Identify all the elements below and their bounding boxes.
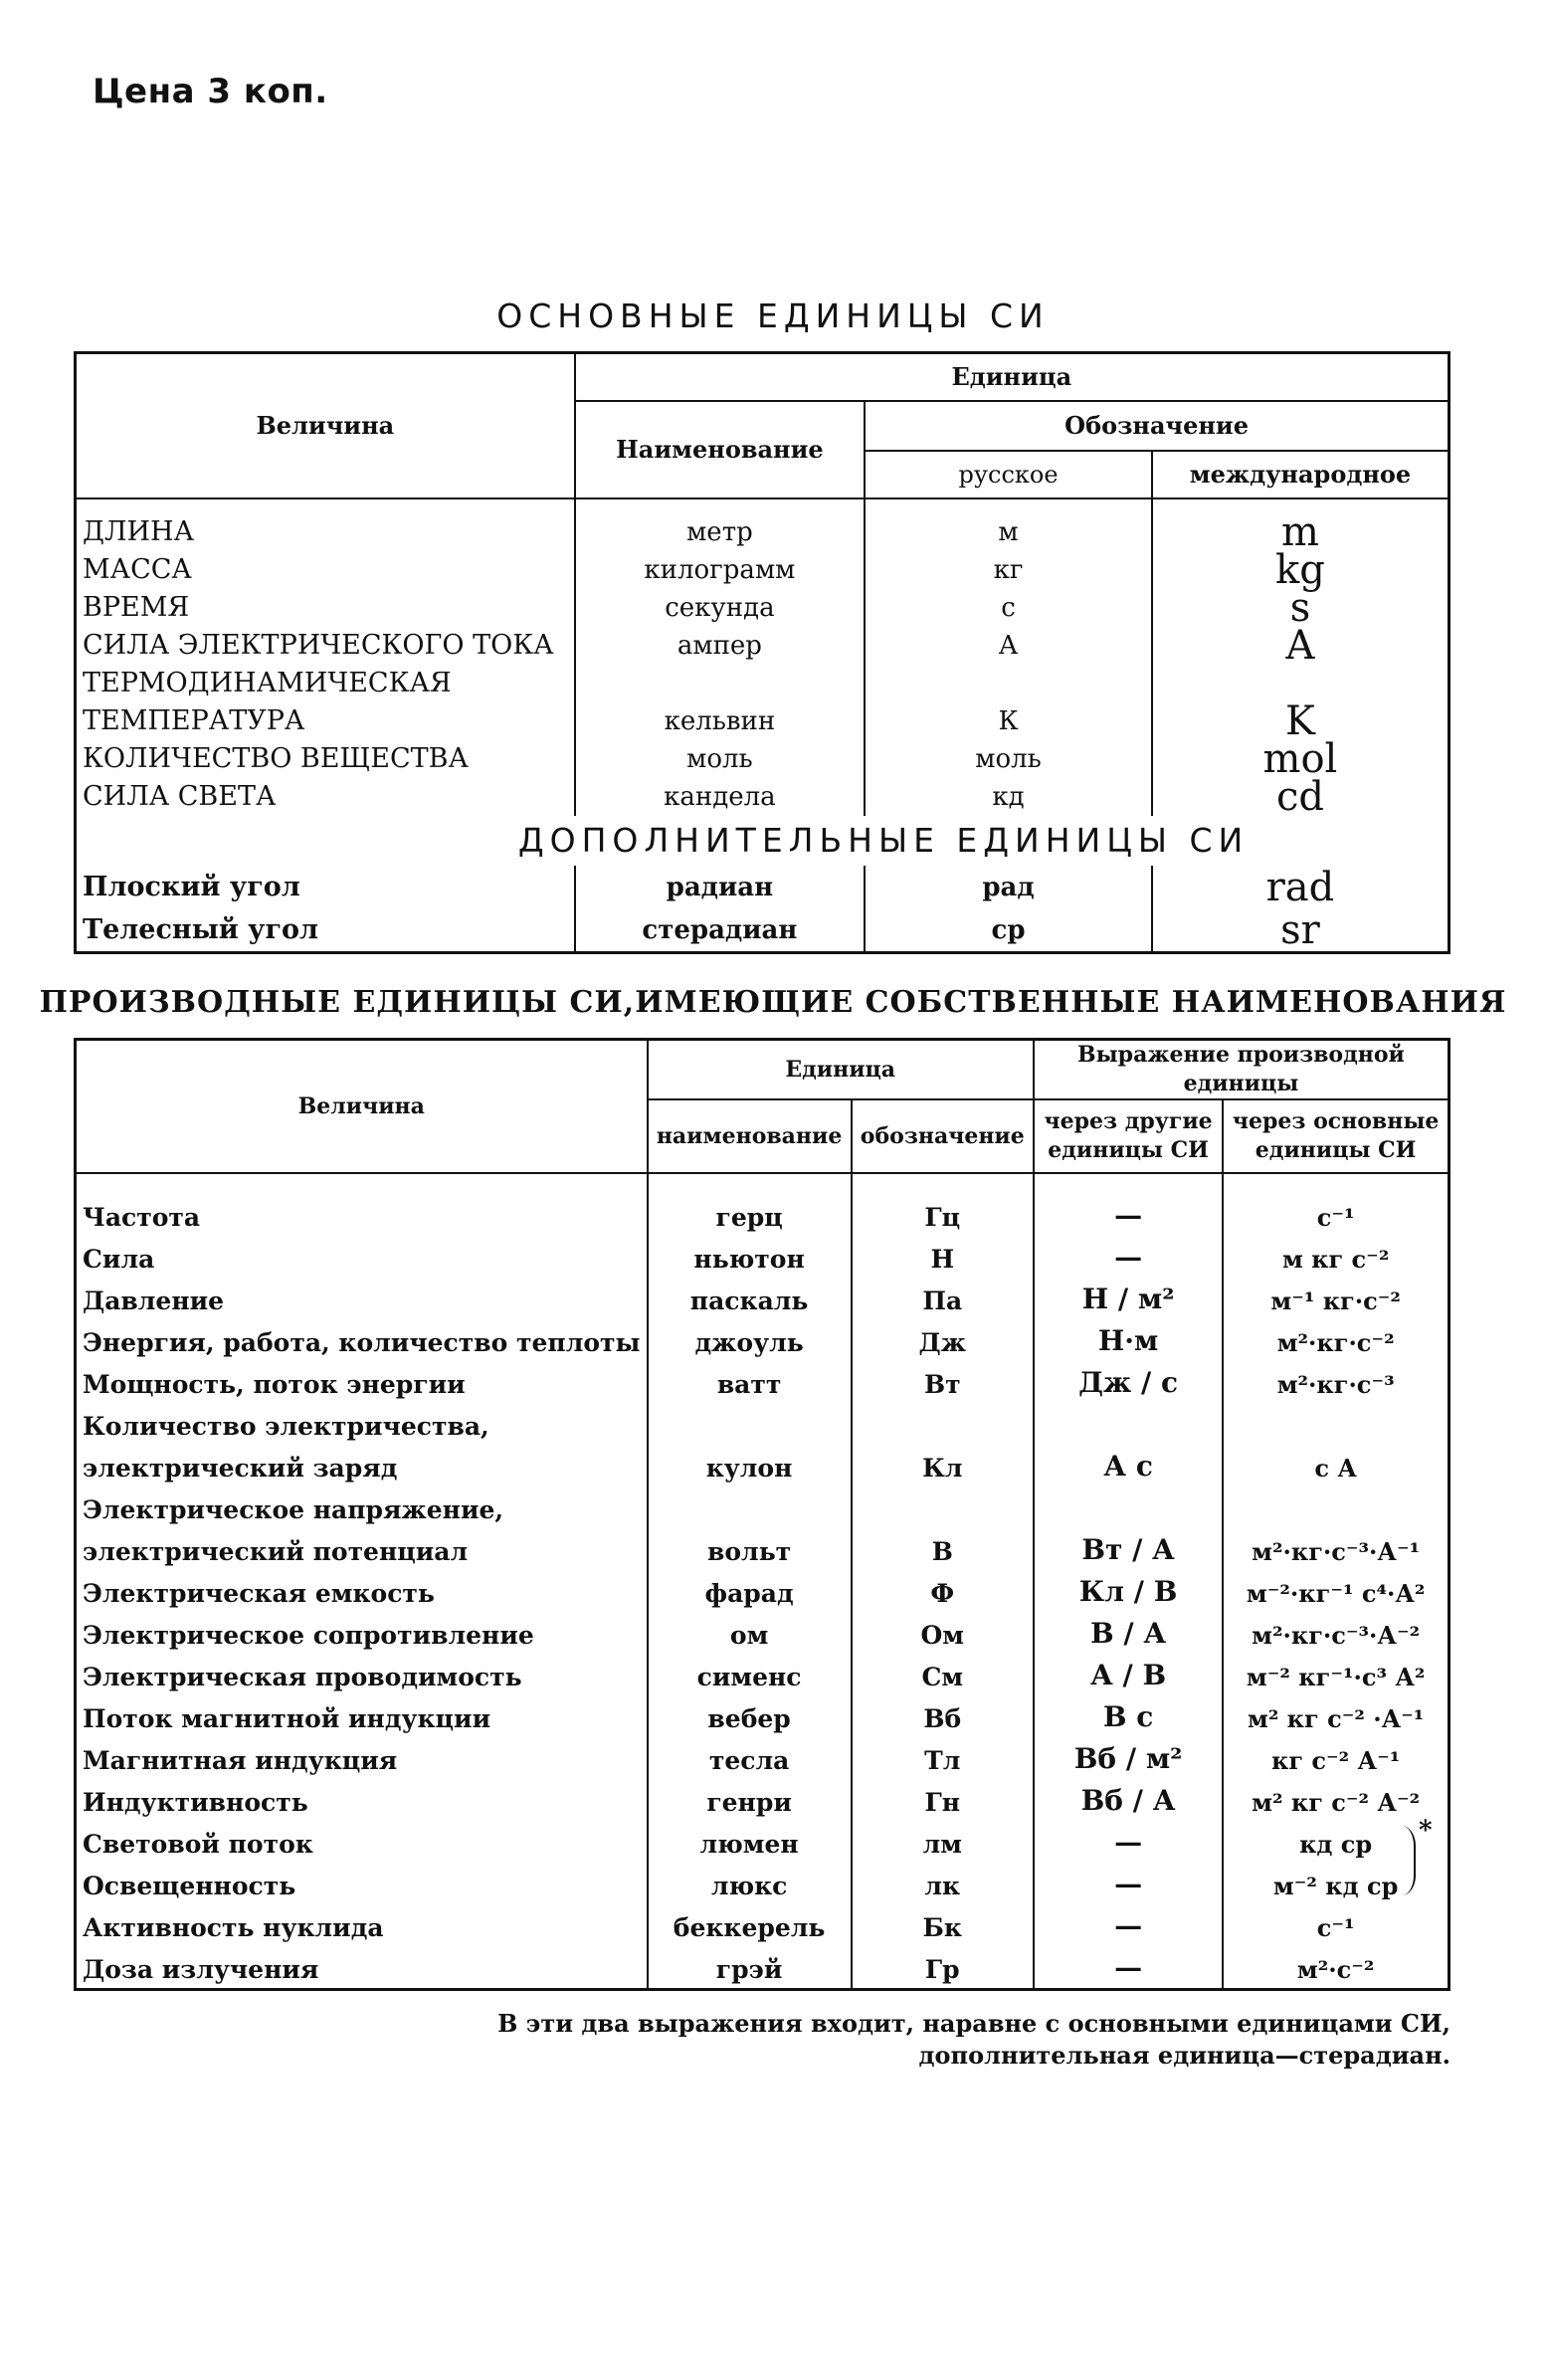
intl-symbol-cell: A: [1152, 627, 1449, 665]
table-row: [76, 1691, 1449, 1733]
table-row: [76, 1733, 1449, 1775]
intl-symbol-cell: rad: [1152, 866, 1449, 909]
via-base-cell: м²·кг·с⁻³·А⁻¹: [1223, 1524, 1449, 1566]
unit-name-cell: герц: [648, 1173, 852, 1232]
header-expression: Выражение производной единицы: [1034, 1040, 1449, 1100]
via-other-cell: Вт / А: [1034, 1524, 1223, 1566]
unit-name-cell: генри: [648, 1775, 852, 1817]
via-base-cell: кг с⁻² А⁻¹: [1223, 1733, 1449, 1775]
via-other-cell: Н·м: [1034, 1315, 1223, 1357]
quantity-cell: ТЕМПЕРАТУРА: [76, 702, 575, 740]
header-quantity: Величина: [76, 1040, 648, 1174]
via-other-cell: В с: [1034, 1691, 1223, 1733]
quantity-cell: Освещенность: [76, 1859, 648, 1900]
supplementary-heading-row: [76, 816, 1449, 866]
symbol-cell: Тл: [852, 1733, 1034, 1775]
unit-name-cell: [575, 665, 866, 702]
via-other-cell: —: [1034, 1900, 1223, 1942]
quantity-cell: Электрическое напряжение,: [76, 1483, 648, 1524]
ru-symbol-cell: моль: [865, 740, 1152, 778]
intl-symbol-cell: K: [1152, 702, 1449, 740]
symbol-cell: Дж: [852, 1315, 1034, 1357]
unit-name-cell: килограмм: [575, 551, 866, 589]
via-other-cell: —: [1034, 1173, 1223, 1232]
table-row: [76, 1775, 1449, 1817]
quantity-cell: Энергия, работа, количество теплоты: [76, 1315, 648, 1357]
table-row: [76, 866, 1449, 909]
ru-symbol-cell: с: [865, 589, 1152, 627]
unit-name-cell: ватт: [648, 1357, 852, 1399]
via-other-cell: Кл / В: [1034, 1566, 1223, 1608]
table-row: [76, 1441, 1449, 1483]
quantity-cell: Активность нуклида: [76, 1900, 648, 1942]
quantity-cell: Поток магнитной индукции: [76, 1691, 648, 1733]
ru-symbol-cell: ср: [865, 909, 1152, 953]
unit-name-cell: кулон: [648, 1441, 852, 1483]
quantity-cell: КОЛИЧЕСТВО ВЕЩЕСТВА: [76, 740, 575, 778]
symbol-cell: См: [852, 1650, 1034, 1691]
table-row: [76, 909, 1449, 953]
quantity-cell: Сила: [76, 1232, 648, 1274]
table1-title: ОСНОВНЫЕ ЕДИНИЦЫ СИ: [496, 297, 1050, 335]
brace-mark: [1400, 1826, 1416, 1895]
si-base-units-table: [74, 351, 1450, 954]
table-row: [76, 665, 1449, 702]
symbol-cell: лм: [852, 1817, 1034, 1859]
unit-name-cell: вольт: [648, 1524, 852, 1566]
intl-symbol-cell: sr: [1152, 909, 1449, 953]
table-row: [76, 1315, 1449, 1357]
header-via-base: через основные единицы СИ: [1223, 1099, 1449, 1173]
quantity-cell: Индуктивность: [76, 1775, 648, 1817]
quantity-cell: Световой поток: [76, 1817, 648, 1859]
via-other-cell: Дж / с: [1034, 1357, 1223, 1399]
symbol-cell: Н: [852, 1232, 1034, 1274]
via-base-cell: м²·кг·с⁻³: [1223, 1357, 1449, 1399]
via-other-cell: В / А: [1034, 1608, 1223, 1650]
header-designation: Обозначение: [865, 401, 1449, 451]
via-other-cell: [1034, 1483, 1223, 1524]
table-row: [76, 627, 1449, 665]
table-row: [76, 589, 1449, 627]
quantity-cell: Телесный угол: [76, 909, 575, 953]
unit-name-cell: тесла: [648, 1733, 852, 1775]
via-base-cell: м² кг с⁻² А⁻²: [1223, 1775, 1449, 1817]
unit-name-cell: радиан: [575, 866, 866, 909]
via-other-cell: Н / м²: [1034, 1274, 1223, 1315]
table-row: [76, 1483, 1449, 1524]
via-other-cell: А с: [1034, 1441, 1223, 1483]
via-base-cell: кд ср: [1223, 1817, 1449, 1859]
ru-symbol-cell: А: [865, 627, 1152, 665]
table-row: [76, 1232, 1449, 1274]
table-row: [76, 1817, 1449, 1859]
ru-symbol-cell: кд: [865, 778, 1152, 816]
symbol-cell: Бк: [852, 1900, 1034, 1942]
unit-name-cell: беккерель: [648, 1900, 852, 1942]
quantity-cell: СИЛА СВЕТА: [76, 778, 575, 816]
unit-name-cell: кельвин: [575, 702, 866, 740]
via-base-cell: м²·кг·с⁻³·А⁻²: [1223, 1608, 1449, 1650]
unit-name-cell: ампер: [575, 627, 866, 665]
ru-symbol-cell: [865, 665, 1152, 702]
via-base-cell: м²·с⁻²: [1223, 1942, 1449, 1990]
via-base-cell: м⁻¹ кг·с⁻²: [1223, 1274, 1449, 1315]
via-base-cell: м²·кг·с⁻²: [1223, 1315, 1449, 1357]
via-other-cell: Вб / м²: [1034, 1733, 1223, 1775]
unit-name-cell: люкс: [648, 1859, 852, 1900]
table-row: [76, 1399, 1449, 1441]
unit-name-cell: вебер: [648, 1691, 852, 1733]
header-name: Наименование: [575, 401, 866, 498]
via-other-cell: Вб / А: [1034, 1775, 1223, 1817]
si-derived-units-table: [74, 1038, 1450, 1991]
unit-name-cell: стерадиан: [575, 909, 866, 953]
unit-name-cell: [648, 1483, 852, 1524]
table-row: [76, 1942, 1449, 1990]
via-other-cell: —: [1034, 1232, 1223, 1274]
header-international: международное: [1152, 451, 1449, 498]
quantity-cell: ТЕРМОДИНАМИЧЕСКАЯ: [76, 665, 575, 702]
price-label: Цена 3 коп.: [93, 72, 328, 111]
via-base-cell: м² кг с⁻² ·А⁻¹: [1223, 1691, 1449, 1733]
via-other-cell: —: [1034, 1817, 1223, 1859]
intl-symbol-cell: mol: [1152, 740, 1449, 778]
unit-name-cell: фарад: [648, 1566, 852, 1608]
via-base-cell: [1223, 1399, 1449, 1441]
unit-name-cell: грэй: [648, 1942, 852, 1990]
symbol-cell: [852, 1399, 1034, 1441]
intl-symbol-cell: [1152, 665, 1449, 702]
ru-symbol-cell: рад: [865, 866, 1152, 909]
unit-name-cell: джоуль: [648, 1315, 852, 1357]
quantity-cell: Магнитная индукция: [76, 1733, 648, 1775]
header-russian: русское: [865, 451, 1152, 498]
table-row: [76, 1608, 1449, 1650]
quantity-cell: ВРЕМЯ: [76, 589, 575, 627]
header-unit: Единица: [648, 1040, 1034, 1100]
intl-symbol-cell: kg: [1152, 551, 1449, 589]
table-row: [76, 1524, 1449, 1566]
quantity-cell: Доза излучения: [76, 1942, 648, 1990]
table2-title: ПРОИЗВОДНЫЕ ЕДИНИЦЫ СИ,ИМЕЮЩИЕ СОБСТВЕННЫЕ НАИМЕНОВАНИЯ: [39, 985, 1507, 1020]
quantity-cell: электрический заряд: [76, 1441, 648, 1483]
symbol-cell: Па: [852, 1274, 1034, 1315]
quantity-cell: Количество электричества,: [76, 1399, 648, 1441]
table-row: [76, 1650, 1449, 1691]
symbol-cell: лк: [852, 1859, 1034, 1900]
via-base-cell: [1223, 1483, 1449, 1524]
quantity-cell: Давление: [76, 1274, 648, 1315]
symbol-cell: Вт: [852, 1357, 1034, 1399]
quantity-cell: ДЛИНА: [76, 498, 575, 551]
table-row: [76, 498, 1449, 551]
supplementary-title: ДОПОЛНИТЕЛЬНЫЕ ЕДИНИЦЫ СИ: [76, 816, 1449, 866]
table-row: [76, 1859, 1449, 1900]
quantity-cell: Электрическое сопротивление: [76, 1608, 648, 1650]
table-row: [76, 778, 1449, 816]
via-base-cell: м⁻² кг⁻¹·с³ А²: [1223, 1650, 1449, 1691]
table-row: [76, 1357, 1449, 1399]
header-name: наименование: [648, 1099, 852, 1173]
unit-name-cell: метр: [575, 498, 866, 551]
quantity-cell: Плоский угол: [76, 866, 575, 909]
quantity-cell: МАССА: [76, 551, 575, 589]
quantity-cell: Электрическая проводимость: [76, 1650, 648, 1691]
symbol-cell: Кл: [852, 1441, 1034, 1483]
via-base-cell: м⁻²·кг⁻¹ с⁴·А²: [1223, 1566, 1449, 1608]
ru-symbol-cell: м: [865, 498, 1152, 551]
symbol-cell: В: [852, 1524, 1034, 1566]
header-unit: Единица: [575, 353, 1449, 401]
via-other-cell: —: [1034, 1859, 1223, 1900]
via-base-cell: м кг с⁻²: [1223, 1232, 1449, 1274]
quantity-cell: электрический потенциал: [76, 1524, 648, 1566]
footnote: В эти два выражения входит, наравне с основными единицами СИ, дополнительная единица—стерадиан.: [497, 2009, 1450, 2070]
unit-name-cell: ньютон: [648, 1232, 852, 1274]
intl-symbol-cell: m: [1152, 498, 1449, 551]
table-row: [76, 1900, 1449, 1942]
header-symbol: обозначение: [852, 1099, 1034, 1173]
unit-name-cell: моль: [575, 740, 866, 778]
unit-name-cell: люмен: [648, 1817, 852, 1859]
via-other-cell: —: [1034, 1942, 1223, 1990]
unit-name-cell: кандела: [575, 778, 866, 816]
symbol-cell: Вб: [852, 1691, 1034, 1733]
via-base-cell: с⁻¹: [1223, 1900, 1449, 1942]
unit-name-cell: [648, 1399, 852, 1441]
unit-name-cell: секунда: [575, 589, 866, 627]
symbol-cell: Ом: [852, 1608, 1034, 1650]
quantity-cell: Частота: [76, 1173, 648, 1232]
unit-name-cell: паскаль: [648, 1274, 852, 1315]
via-base-cell: м⁻² кд ср: [1223, 1859, 1449, 1900]
header-via-other: через другие единицы СИ: [1034, 1099, 1223, 1173]
table-row: [76, 702, 1449, 740]
intl-symbol-cell: s: [1152, 589, 1449, 627]
via-base-cell: с А: [1223, 1441, 1449, 1483]
quantity-cell: СИЛА ЭЛЕКТРИЧЕСКОГО ТОКА: [76, 627, 575, 665]
symbol-cell: [852, 1483, 1034, 1524]
quantity-cell: Электрическая емкость: [76, 1566, 648, 1608]
symbol-cell: Ф: [852, 1566, 1034, 1608]
symbol-cell: Гр: [852, 1942, 1034, 1990]
table-row: [76, 1566, 1449, 1608]
table-row: [76, 551, 1449, 589]
unit-name-cell: сименс: [648, 1650, 852, 1691]
via-other-cell: А / В: [1034, 1650, 1223, 1691]
table-row: [76, 1274, 1449, 1315]
via-base-cell: с⁻¹: [1223, 1173, 1449, 1232]
symbol-cell: Гн: [852, 1775, 1034, 1817]
quantity-cell: Мощность, поток энергии: [76, 1357, 648, 1399]
ru-symbol-cell: кг: [865, 551, 1152, 589]
unit-name-cell: ом: [648, 1608, 852, 1650]
via-other-cell: [1034, 1399, 1223, 1441]
ru-symbol-cell: К: [865, 702, 1152, 740]
table-row: [76, 740, 1449, 778]
table-row: [76, 1173, 1449, 1232]
asterisk-mark: *: [1419, 1816, 1433, 1846]
symbol-cell: Гц: [852, 1173, 1034, 1232]
header-quantity: Величина: [76, 353, 575, 498]
intl-symbol-cell: cd: [1152, 778, 1449, 816]
